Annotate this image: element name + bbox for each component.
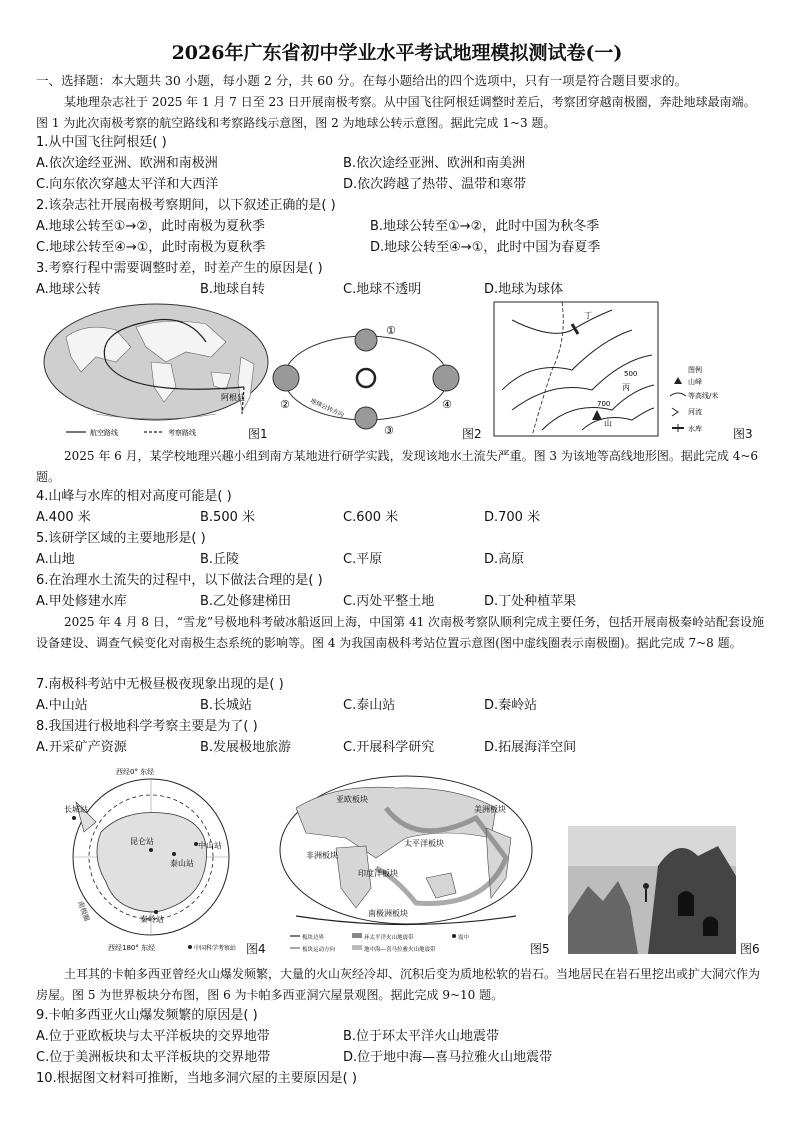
fig2-position-2: ②: [280, 398, 290, 411]
q8-option-b[interactable]: B.发展极地旅游: [200, 740, 292, 755]
q1-option-a[interactable]: A.依次途经亚洲、欧洲和南极洲: [36, 156, 218, 171]
fig1-legend-air: 航空路线: [90, 429, 118, 437]
fig4-station-changcheng: 长城站: [64, 805, 88, 814]
fig5-legend-pacific-belt: 环太平洋火山地震带: [364, 935, 414, 941]
figure-4-label: 图4: [246, 942, 266, 956]
fig5-legend-epicenter: 震中: [458, 935, 470, 941]
page-title: 2026年广东省初中学业水平考试地理模拟测试卷(一): [171, 42, 623, 64]
q2-option-d[interactable]: D.地球公转至④→①，此时中国为春夏季: [370, 240, 601, 255]
q3-option-a[interactable]: A.地球公转: [36, 282, 101, 297]
fig2-position-1: ①: [386, 324, 396, 337]
fig4-top-longitude: 西经0° 东经: [116, 768, 155, 776]
fig4-antarctic-circle: 南极圈: [76, 899, 91, 923]
q3-option-b[interactable]: B.地球自转: [200, 282, 266, 297]
q4-option-a[interactable]: A.400 米: [36, 510, 91, 525]
q9-option-b[interactable]: B.位于环太平洋火山地震带: [343, 1029, 500, 1044]
question-5-stem: 5.该研学区域的主要地形是( ): [36, 531, 206, 546]
fig1-legend-survey: 考察路线: [168, 429, 196, 437]
fig4-station-kunlun: 昆仑站: [130, 837, 154, 846]
q1-option-c[interactable]: C.向东依次穿越太平洋和大西洋: [36, 177, 219, 192]
fig3-contour-700: 700: [597, 400, 611, 408]
q3-option-d[interactable]: D.地球为球体: [484, 282, 564, 297]
q9-option-a[interactable]: A.位于亚欧板块与太平洋板块的交界地带: [36, 1029, 270, 1044]
fig1-place-label: 阿根廷: [221, 393, 245, 402]
fig4-bottom-longitude: 西经180° 东经: [108, 944, 156, 952]
fig5-plate-african: 非洲板块: [306, 851, 338, 860]
q5-option-b[interactable]: B.丘陵: [200, 552, 240, 567]
question-2-stem: 2.该杂志社开展南极考察期间，以下叙述正确的是( ): [36, 198, 336, 213]
fig3-legend-contour: 等高线/米: [688, 392, 719, 400]
q2-option-a[interactable]: A.地球公转至①→②，此时南极为夏秋季: [36, 219, 265, 234]
question-4-stem: 4.山峰与水库的相对高度可能是( ): [36, 489, 232, 504]
fig3-legend-title: 图例: [688, 366, 702, 374]
figure-5-plate-map: [276, 768, 538, 956]
figure-3-contour-map: [492, 300, 762, 440]
figure-6-label: 图6: [740, 942, 760, 956]
q7-option-b[interactable]: B.长城站: [200, 698, 253, 713]
fig3-point-ding: 丁: [584, 311, 592, 320]
question-10-stem: 10.根据图文材料可推断，当地多洞穴屋的主要原因是( ): [36, 1071, 357, 1086]
q8-option-c[interactable]: C.开展科学研究: [343, 740, 435, 755]
question-9-stem: 9.卡帕多西亚火山爆发频繁的原因是( ): [36, 1008, 258, 1023]
section-heading: 一、选择题：本大题共 30 小题，每小题 2 分，共 60 分。在每小题给出的四个选项中，只有一项是符合题目要求的。: [36, 73, 688, 88]
q9-option-c[interactable]: C.位于美洲板块和太平洋板块的交界地带: [36, 1050, 271, 1065]
fig5-plate-eurasian: 亚欧板块: [336, 795, 368, 804]
question-3-stem: 3.考察行程中需要调整时差，时差产生的原因是( ): [36, 261, 323, 276]
q1-option-d[interactable]: D.依次跨越了热带、温带和寒带: [343, 177, 527, 192]
figure-1-route-map: [36, 302, 276, 442]
fig5-legend-motion: 板块运动方向: [302, 947, 336, 953]
fig4-station-qinling: 秦岭站: [140, 915, 164, 924]
q6-option-c[interactable]: C.丙处平整土地: [343, 594, 435, 609]
q4-option-b[interactable]: B.500 米: [200, 510, 255, 525]
figure-3-label: 图3: [733, 427, 753, 441]
q7-option-d[interactable]: D.秦岭站: [484, 698, 538, 713]
question-8-stem: 8.我国进行极地科学考察主要是为了( ): [36, 719, 258, 734]
q2-option-c[interactable]: C.地球公转至④→①，此时南极为夏秋季: [36, 240, 266, 255]
q5-option-a[interactable]: A.山地: [36, 552, 75, 567]
intro-paragraph-1: 某地理杂志社于 2025 年 1 月 7 日至 23 日开展南极考察。从中国飞往阿根廷调整时差后，考察团穿越南极圈，奔赴地球最南端。图 1 为此次南极考察的航空路线和考察路线示意图，图 2 为地球公转示意图。据此完成 1~3 题。: [36, 95, 756, 130]
fig5-plate-indian: 印度洋板块: [358, 869, 398, 878]
fig3-legend-peak: 山峰: [688, 378, 702, 386]
fig5-legend-mediterranean-belt: 地中海—喜马拉雅火山地震带: [364, 947, 436, 953]
fig3-contour-500: 500: [624, 370, 638, 378]
fig3-point-bing: 丙: [622, 383, 630, 392]
fig2-position-4: ④: [442, 398, 452, 411]
figure-2-label: 图2: [462, 427, 482, 441]
q7-option-a[interactable]: A.中山站: [36, 698, 88, 713]
intro-paragraph-3: 2025 年 4 月 8 日，“雪龙”号极地科考破冰船返回上海，中国第 41 次南极考察队顺利完成主要任务，包括开展南极秦岭站配套设施设备建设、调查气候变化对南极生态系统的影响等。图 4 为我国南极科考站位置示意图(图中虚线圈表示南极圈)。据此完成 7~8 题。: [36, 615, 765, 650]
figure-1-label: 图1: [248, 427, 268, 441]
q4-option-d[interactable]: D.700 米: [484, 510, 541, 525]
figure-6-cave-house-photo: [568, 826, 736, 954]
intro-paragraph-2: 2025 年 6 月，某学校地理兴趣小组到南方某地进行研学实践，发现该地水土流失严重。图 3 为该地等高线地形图。据此完成 4~6 题。: [36, 449, 759, 484]
figure-2-revolution: [266, 318, 466, 442]
intro-paragraph-4: 土耳其的卡帕多西亚曾经火山爆发频繁，大量的火山灰经冷却、沉积后变为质地松软的岩石。当地居民在岩石里挖出或扩大洞穴作为房屋。图 5 为世界板块分布图，图 6 为卡帕多西亚洞穴屋景观图。据此完成 9~10 题。: [36, 967, 761, 1002]
fig4-station-taishan: 泰山站: [170, 859, 194, 868]
q3-option-c[interactable]: C.地球不透明: [343, 282, 422, 297]
question-6-stem: 6.在治理水土流失的过程中，以下做法合理的是( ): [36, 573, 323, 588]
q8-option-a[interactable]: A.开采矿产资源: [36, 740, 127, 755]
q5-option-c[interactable]: C.平原: [343, 552, 383, 567]
fig5-plate-american: 美洲板块: [474, 805, 506, 814]
figure-5-label: 图5: [530, 942, 550, 956]
fig3-legend-river: 河流: [688, 408, 702, 416]
q7-option-c[interactable]: C.泰山站: [343, 698, 396, 713]
fig5-plate-antarctic: 南极洲板块: [368, 909, 408, 918]
q4-option-c[interactable]: C.600 米: [343, 510, 399, 525]
figure-4-antarctic-stations: [36, 762, 266, 956]
q2-option-b[interactable]: B.地球公转至①→②，此时中国为秋冬季: [370, 219, 600, 234]
q6-option-a[interactable]: A.甲处修建水库: [36, 594, 127, 609]
fig5-plate-pacific: 太平洋板块: [404, 839, 444, 848]
q5-option-d[interactable]: D.高原: [484, 552, 525, 567]
fig5-legend-boundary: 板块边界: [302, 935, 325, 941]
fig4-legend-station: 中国科学考察站: [194, 945, 237, 952]
fig3-legend-reservoir: 水库: [688, 425, 702, 433]
fig2-position-3: ③: [384, 424, 394, 437]
fig2-orbit-label: 地球公转方向: [309, 397, 345, 420]
question-7-stem: 7.南极科考站中无极昼极夜现象出现的是( ): [36, 677, 284, 692]
fig4-station-zhongshan: 中山站: [198, 841, 222, 850]
question-1-stem: 1.从中国飞往阿根廷( ): [36, 135, 167, 150]
q9-option-d[interactable]: D.位于地中海—喜马拉雅火山地震带: [343, 1050, 553, 1065]
q6-option-d[interactable]: D.丁处种植苹果: [484, 594, 577, 609]
q1-option-b[interactable]: B.依次途经亚洲、欧洲和南美洲: [343, 156, 526, 171]
q8-option-d[interactable]: D.拓展海洋空间: [484, 740, 577, 755]
q6-option-b[interactable]: B.乙处修建梯田: [200, 594, 292, 609]
fig3-point-shan: 山: [604, 419, 612, 428]
